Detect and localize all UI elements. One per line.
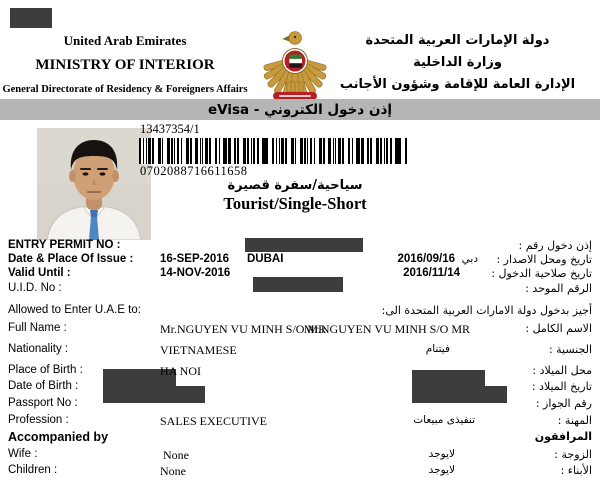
nationality-label-ar: الجنسية : — [548, 343, 592, 356]
applicant-photo — [37, 128, 151, 240]
visa-type — [140, 178, 450, 214]
field-row-valid-until — [0, 267, 600, 282]
birth-date-label: Date of Birth : — [8, 380, 79, 392]
passport-label-ar: رقم الجواز : — [535, 397, 592, 410]
children-value: None — [160, 464, 186, 478]
issue-label-ar: تاريخ ومحل الاصدار : — [496, 253, 592, 266]
valid-until-value-ar: 2016/11/14 — [403, 267, 460, 279]
field-row-uid — [0, 282, 600, 297]
issue-place-value: DUBAI — [247, 253, 284, 265]
evisa-banner — [0, 99, 600, 120]
birth-date-label-ar: تاريخ الميلاد : — [531, 380, 592, 393]
ministry-title: MINISTRY OF INTERIOR — [35, 57, 215, 73]
accompanied-label: Accompanied by — [8, 430, 109, 444]
birth-place-label: Place of Birth : — [8, 364, 83, 376]
field-row-entry-permit — [0, 239, 600, 254]
field-row-allowed — [0, 304, 600, 319]
wife-value-ar: لايوجد — [428, 448, 455, 460]
wife-label-ar: الزوجة : — [554, 448, 592, 461]
profession-label-ar: المهنة : — [557, 414, 592, 427]
ministry-title-ar: وزارة الداخلية — [413, 55, 502, 70]
valid-until-value: 14-NOV-2016 — [160, 267, 231, 279]
children-label: Children : — [8, 464, 58, 476]
permit-number: 13437354/1 — [140, 122, 200, 136]
nationality-label: Nationality : — [8, 343, 69, 355]
wife-label: Wife : — [8, 448, 38, 460]
issue-date-value-ar: 2016/09/16 — [397, 253, 455, 265]
valid-until-label: Valid Until : — [8, 267, 71, 279]
field-row-wife — [0, 448, 600, 463]
nationality-value-ar: فيتنام — [425, 343, 450, 355]
issue-place-value-ar: دبي — [461, 253, 478, 265]
evisa-banner-title: إذن دخول الكتروني - eVisa — [207, 101, 393, 118]
allowed-label-ar: أجيز بدخول دولة الامارات العربية المتحدة الى: — [381, 304, 592, 317]
profession-label: Profession : — [8, 414, 69, 426]
issue-date-value: 16-SEP-2016 — [160, 253, 230, 265]
entry-permit-label: ENTRY PERMIT NO : — [8, 239, 121, 251]
barcode-value: 0702088716611658 — [140, 164, 248, 178]
field-row-full-name — [0, 322, 600, 337]
passport-label: Passport No : — [8, 397, 78, 409]
allowed-label: Allowed to Enter U.A.E to: — [8, 304, 141, 316]
field-row-children — [0, 464, 600, 479]
field-row-birth-date — [0, 380, 600, 395]
country-title: United Arab Emirates — [63, 33, 187, 48]
uae-falcon-emblem-icon — [253, 24, 337, 102]
redaction-box — [10, 8, 52, 28]
field-row-accompanied — [0, 430, 600, 445]
uid-label-ar: الرقم الموحد : — [525, 282, 592, 295]
valid-until-label-ar: تاريخ صلاحية الدخول : — [491, 267, 592, 280]
visa-type-english: Tourist/Single-Short — [223, 194, 367, 213]
profession-value-ar: تنفيذى مبيعات — [413, 414, 475, 426]
field-row-passport — [0, 397, 600, 412]
directorate-title: General Directorate of Residency & Foreigners Affairs — [2, 84, 248, 95]
field-row-profession — [0, 414, 600, 429]
issue-label: Date & Place Of Issue : — [8, 253, 134, 265]
header-arabic — [330, 33, 585, 99]
nationality-value: VIETNAMESE — [160, 343, 237, 357]
uid-label: U.I.D. No : — [8, 282, 62, 294]
wife-value: None — [163, 448, 189, 462]
full-name-label-ar: الاسم الكامل : — [525, 322, 592, 335]
directorate-title-ar: الإدارة العامة للإقامة وشؤون الأجانب — [339, 77, 576, 92]
barcode — [139, 138, 407, 164]
entry-permit-label-ar: إذن دخول رقم : — [518, 239, 592, 252]
birth-place-value: HA NOI — [160, 364, 201, 378]
children-label-ar: الأبناء : — [560, 464, 592, 477]
profession-value: SALES EXECUTIVE — [160, 414, 267, 428]
birth-place-label-ar: محل الميلاد : — [532, 364, 592, 377]
full-name-value-ar: Mr.NGUYEN VU MINH S/O MR — [303, 322, 470, 336]
country-title-ar: دولة الإمارات العربية المتحدة — [365, 33, 550, 48]
field-row-birth-place — [0, 364, 600, 379]
accompanied-label-ar: المرافقون — [534, 430, 592, 443]
field-row-issue — [0, 253, 600, 268]
field-row-nationality — [0, 343, 600, 358]
full-name-value: Mr.NGUYEN VU MINH S/O MR — [160, 322, 327, 336]
visa-type-arabic: سياحية/سفرة قصيرة — [227, 178, 363, 193]
full-name-label: Full Name : — [8, 322, 67, 334]
children-value-ar: لايوجد — [428, 464, 455, 476]
header-english — [0, 33, 250, 95]
